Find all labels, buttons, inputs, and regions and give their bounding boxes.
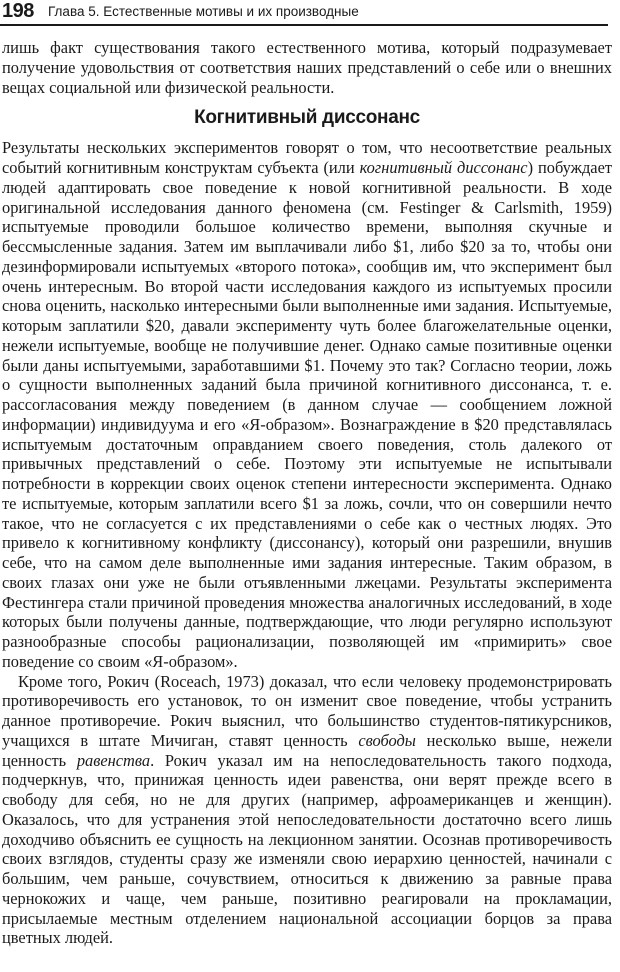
page-body xyxy=(2,38,612,948)
chapter-title: Глава 5. Естественные мотивы и их производные xyxy=(48,4,359,19)
paragraph-text: несколько выше, нежели ценность xyxy=(2,730,612,770)
italic-term: равенства xyxy=(76,750,151,770)
paragraph-continued: лишь факт существования такого естественного мотива, который подразумевает получение удовольствия от соответствия наших представлений о себе или о внешних вещах социальной или физической реальности. xyxy=(2,38,612,97)
paragraph-text: Кроме того, Рокич (Roceach, 1973) доказал, что если человеку продемонстрировать противоречивость его установок, то он изменит свое поведение, чтобы устранить данное противоречие. Рокич выяснил, что большинство студентов-пятикурсников, учащихся в штате Мичиган, ставят ценность xyxy=(2,671,612,750)
section-title: Когнитивный диссонанс xyxy=(194,107,420,129)
running-header xyxy=(0,0,608,26)
italic-term: когнитивный диссонанс xyxy=(359,158,528,177)
paragraph-text: Результаты нескольких экспериментов говорят о том, что несоответствие реальных событий когнитивным конструктам субъекта (или xyxy=(2,138,612,177)
italic-term: свободы xyxy=(358,730,416,750)
paragraph-text: ) побуждает людей адаптировать свое поведение к новой когнитивной реальности. В ходе оригинальной исследования данного феномена (см. Festinger & Carlsmith, 1959) испытуемые проводили большое количество времени, выполняя скучные и бессмысленные задания. Затем им выплачивали либо $1, либо $20 за то, чтобы они дезинформировали испытуемых «второго потока», сообщив им, что эксперимент был очень интересным. Во второй части исследования каждого из испытуемых просили снова оценить, насколько интересными были выполненные ими задания. Испытуемые, которым заплатили $20, давали эксперименту чуть более благожелательные оценки, нежели испытуемые, вообще не получившие денег. Однако самые позитивные оценки были даны испытуемыми, заработавшими $1. Почему это так? Согласно теории, ложь о сущности выполненных заданий была причиной когнитивного диссонанса, т. е. рассогласования между поведением (в данном случае — сообщением ложной информации) индивидуума и его «Я-образом». Вознаграждение в $20 представлялась испытуемым достаточным оправданием своего поведения, столь далекого от привычных представлений о себе. Поэтому эти испытуемые не испытывали потребности в коррекции своих оценок степени интересности эксперимента. Однако те испытуемые, которым заплатили всего $1 за ложь, сочли, что он совершили нечто такое, что не согласуется с их представлениями о себе как о честных людях. Это привело к когнитивному конфликту (диссонансу), который они разрешили, внушив себе, что на самом деле выполненные ими задания интересные. Таким образом, в своих глазах они уже не были отъявленными лжецами. Результаты эксперимента Фестингера стали причиной проведения множества аналогичных исследований, в ходе которых были получены данные, подтверждающие, что люди регулярно используют разнообразные способы рационализации, позволяющей им «примирить» свое поведение со своим «Я-образом». xyxy=(2,158,613,671)
paragraph xyxy=(2,138,612,671)
page-number: 198 xyxy=(2,0,34,22)
paragraph-text: . Рокич указал им на непоследовательность такого подхода, подчеркнув, что, принижая ценность идеи равенства, они верят прежде всего в свободу для себя, но не для других (например, афроамериканцев и женщин). Оказалось, что для устранения этой непоследовательности достаточно всего лишь доходчиво объяснить ее сущность на лекционном занятии. Осознав противоречивость своих взглядов, студенты сразу же изменяли свою иерархию ценностей, начинали с большим, чем раньше, сочувствием, относиться к движению за равные права чернокожих и чаще, чем раньше, позитивно реагировали на прокламации, присылаемые местным отделением национальной ассоциации борцов за права цветных людей. xyxy=(2,750,612,948)
paragraph xyxy=(2,672,612,949)
